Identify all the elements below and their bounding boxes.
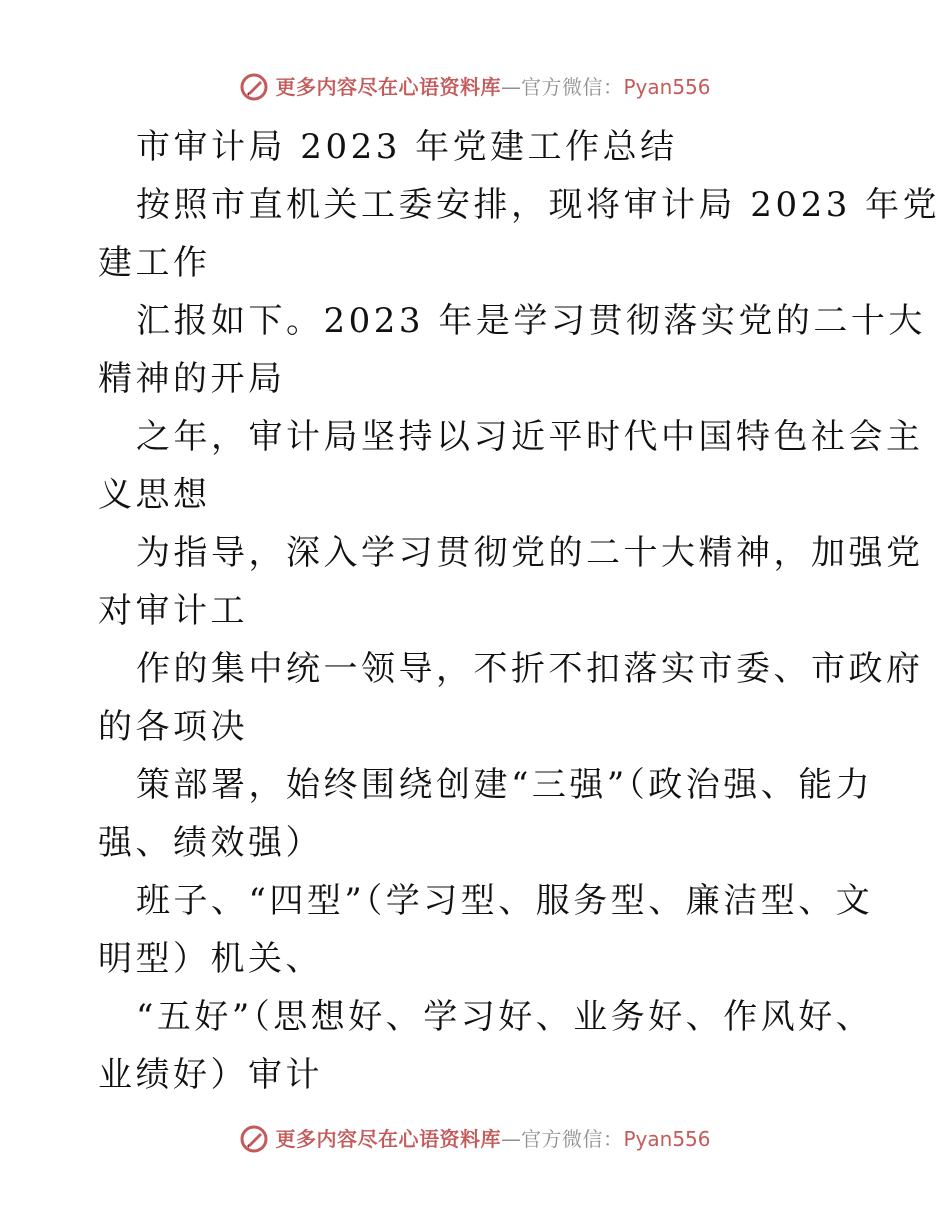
watermark-dash: — [500, 1127, 521, 1151]
text-line: 业绩好）审计 [98, 1055, 323, 1095]
text-line: 班子、“四型”（学习型、服务型、廉洁型、文 [136, 881, 874, 921]
text-line: 建工作 [98, 243, 211, 283]
watermark-official-label: 官方微信： [520, 1127, 624, 1151]
text-line: 按照市直机关工委安排，现将审计局 2023 年党 [136, 185, 941, 225]
document-title: 市审计局 2023 年党建工作总结 [136, 127, 678, 167]
watermark-main-text: 更多内容尽在心语资料库 [275, 75, 501, 99]
text-line: 作的集中统一领导，不折不扣落实市委、市政府 [136, 649, 924, 689]
text-line: 之年，审计局坚持以习近平时代中国特色社会主 [136, 417, 924, 457]
text-line: 汇报如下。2023 年是学习贯彻落实党的二十大 [136, 301, 926, 341]
text-line: 义思想 [98, 475, 211, 515]
document-body [98, 118, 941, 1104]
pen-logo-icon [239, 72, 269, 102]
watermark-dash: — [500, 75, 521, 99]
text-line: 对审计工 [98, 591, 248, 631]
watermark-official-label: 官方微信： [520, 75, 624, 99]
text-line: 策部署，始终围绕创建“三强”（政治强、能力 [136, 765, 874, 805]
text-line: 强、绩效强） [98, 823, 323, 863]
header-watermark [0, 72, 950, 102]
watermark-main-text: 更多内容尽在心语资料库 [275, 1127, 501, 1151]
text-line: 精神的开局 [98, 359, 286, 399]
footer-watermark [0, 1124, 950, 1154]
pen-logo-icon [239, 1124, 269, 1154]
text-line: “五好”（思想好、学习好、业务好、作风好、 [136, 997, 874, 1037]
watermark-wechat-id: Pyan556 [623, 1127, 711, 1151]
text-line: 明型）机关、 [98, 939, 323, 979]
text-line: 的各项决 [98, 707, 248, 747]
text-line: 为指导，深入学习贯彻党的二十大精神，加强党 [136, 533, 924, 573]
watermark-wechat-id: Pyan556 [623, 75, 711, 99]
